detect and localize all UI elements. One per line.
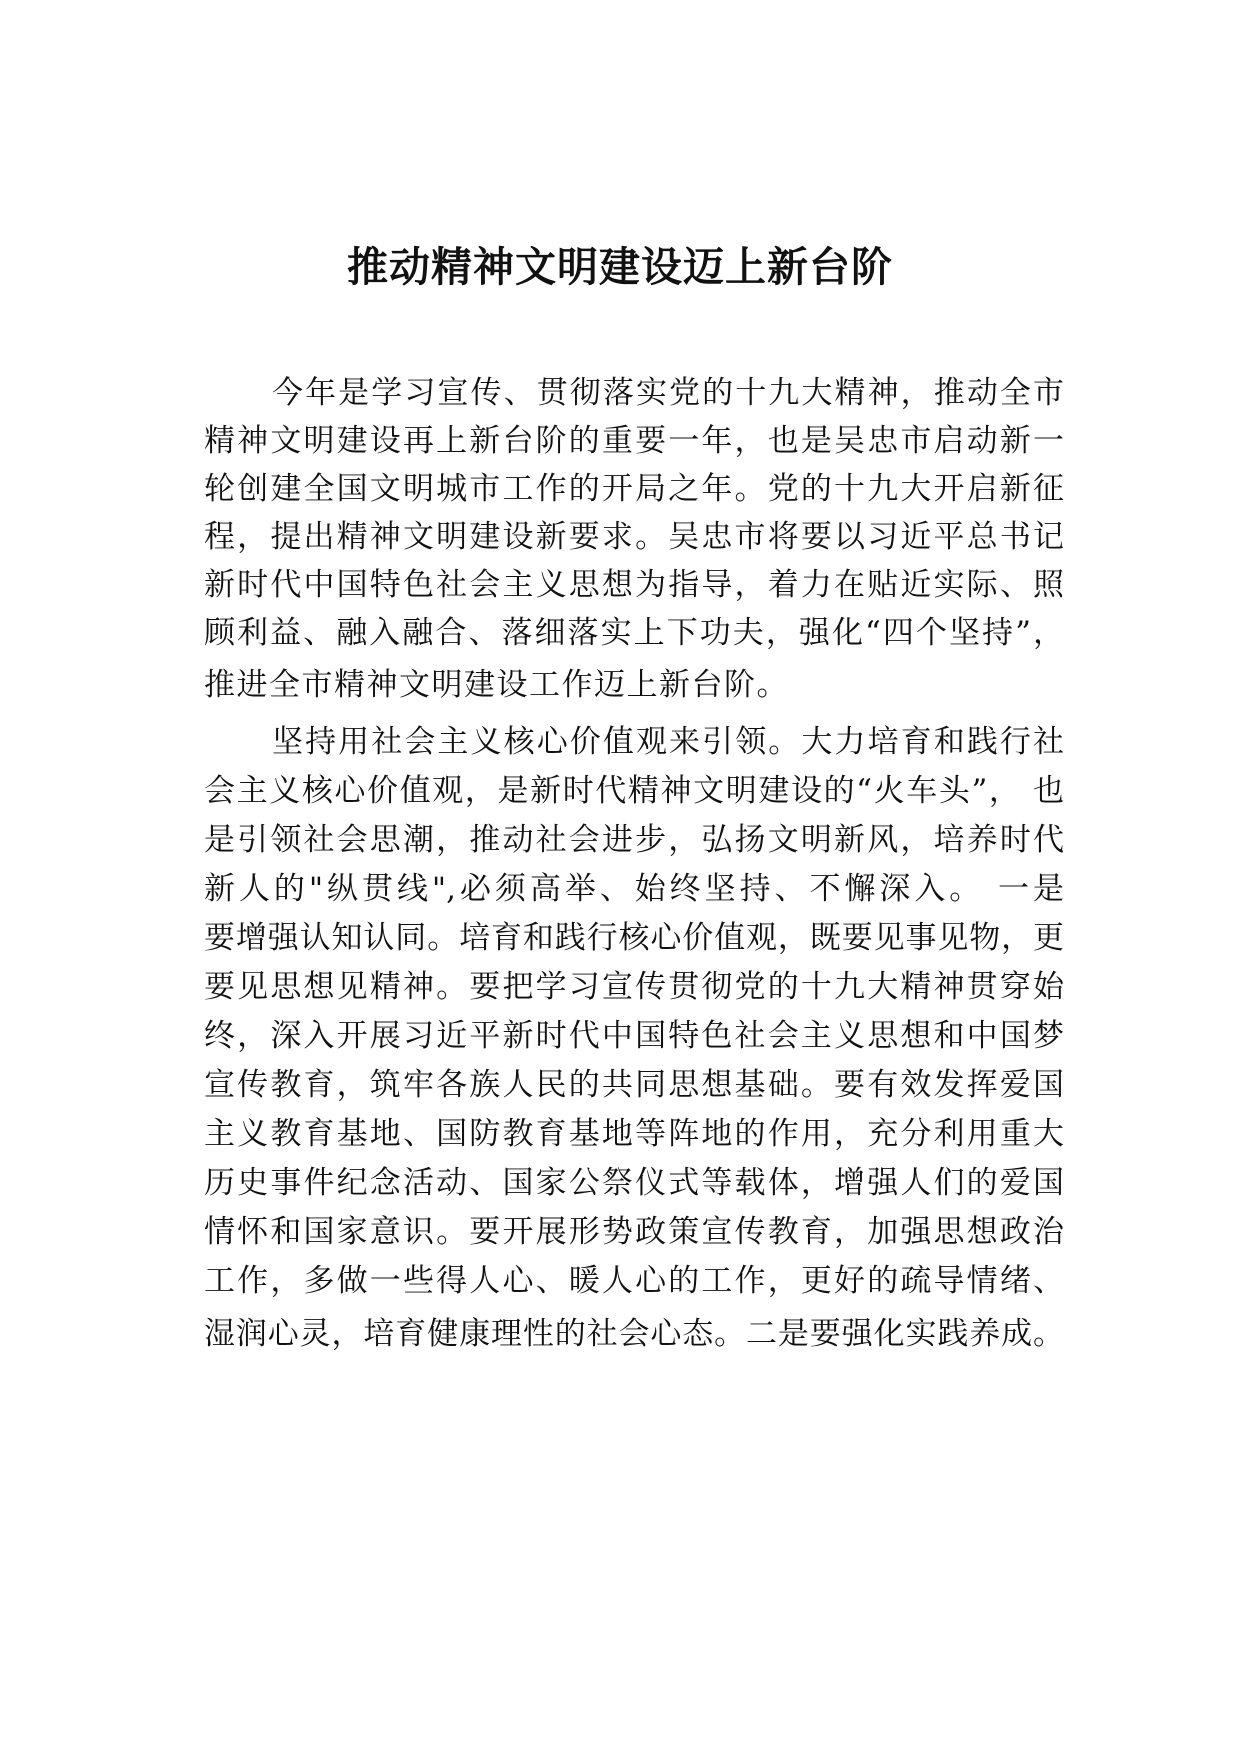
- paragraph-line: 是引领社会思潮，推动社会进步，弘扬文明新风，培养时代: [204, 822, 1064, 858]
- paragraph-line: 顾利益、融入融合、落细落实上下功夫，强化“四个坚持”，: [204, 615, 1064, 651]
- paragraph-line: 宣传教育，筑牢各族人民的共同思想基础。要有效发挥爱国: [204, 1067, 1064, 1103]
- paragraph-line: 今年是学习宣传、贯彻落实党的十九大精神，推动全市: [272, 375, 1064, 411]
- paragraph-line: 要见思想见精神。要把学习宣传贯彻党的十九大精神贯穿始: [204, 969, 1064, 1005]
- paragraph-line: 程，提出精神文明建设新要求。吴忠市将要以习近平总书记: [204, 519, 1064, 555]
- paragraph-line: 要增强认知认同。培育和践行核心价值观，既要见事见物，更: [204, 920, 1064, 956]
- paragraph-line: 推进全市精神文明建设工作迈上新台阶。: [204, 667, 789, 703]
- paragraph-line: 湿润心灵，培育健康理性的社会心态。二是要强化实践养成。: [204, 1316, 1064, 1352]
- document-title: 推动精神文明建设迈上新台阶: [347, 243, 893, 291]
- paragraph-line: 工作，多做一些得人心、暖人心的工作，更好的疏导情绪、: [204, 1263, 1064, 1299]
- paragraph-line: 终，深入开展习近平新时代中国特色社会主义思想和中国梦: [204, 1018, 1064, 1054]
- paragraph-line: 历史事件纪念活动、国家公祭仪式等载体，增强人们的爱国: [204, 1165, 1064, 1201]
- paragraph-line: 轮创建全国文明城市工作的开局之年。党的十九大开启新征: [204, 471, 1064, 507]
- paragraph-line: 新人的"纵贯线",必须高举、始终坚持、不懈深入。 一是: [204, 871, 1064, 907]
- paragraph-line: 会主义核心价值观，是新时代精神文明建设的“火车头”， 也: [204, 773, 1064, 809]
- paragraph-line: 情怀和国家意识。要开展形势政策宣传教育，加强思想政治: [204, 1214, 1064, 1250]
- paragraph-line: 新时代中国特色社会主义思想为指导，着力在贴近实际、照: [204, 567, 1064, 603]
- paragraph-line: 坚持用社会主义核心价值观来引领。大力培育和践行社: [272, 724, 1064, 760]
- paragraph-line: 精神文明建设再上新台阶的重要一年，也是吴忠市启动新一: [204, 423, 1064, 459]
- paragraph-line: 主义教育基地、国防教育基地等阵地的作用，充分利用重大: [204, 1116, 1064, 1152]
